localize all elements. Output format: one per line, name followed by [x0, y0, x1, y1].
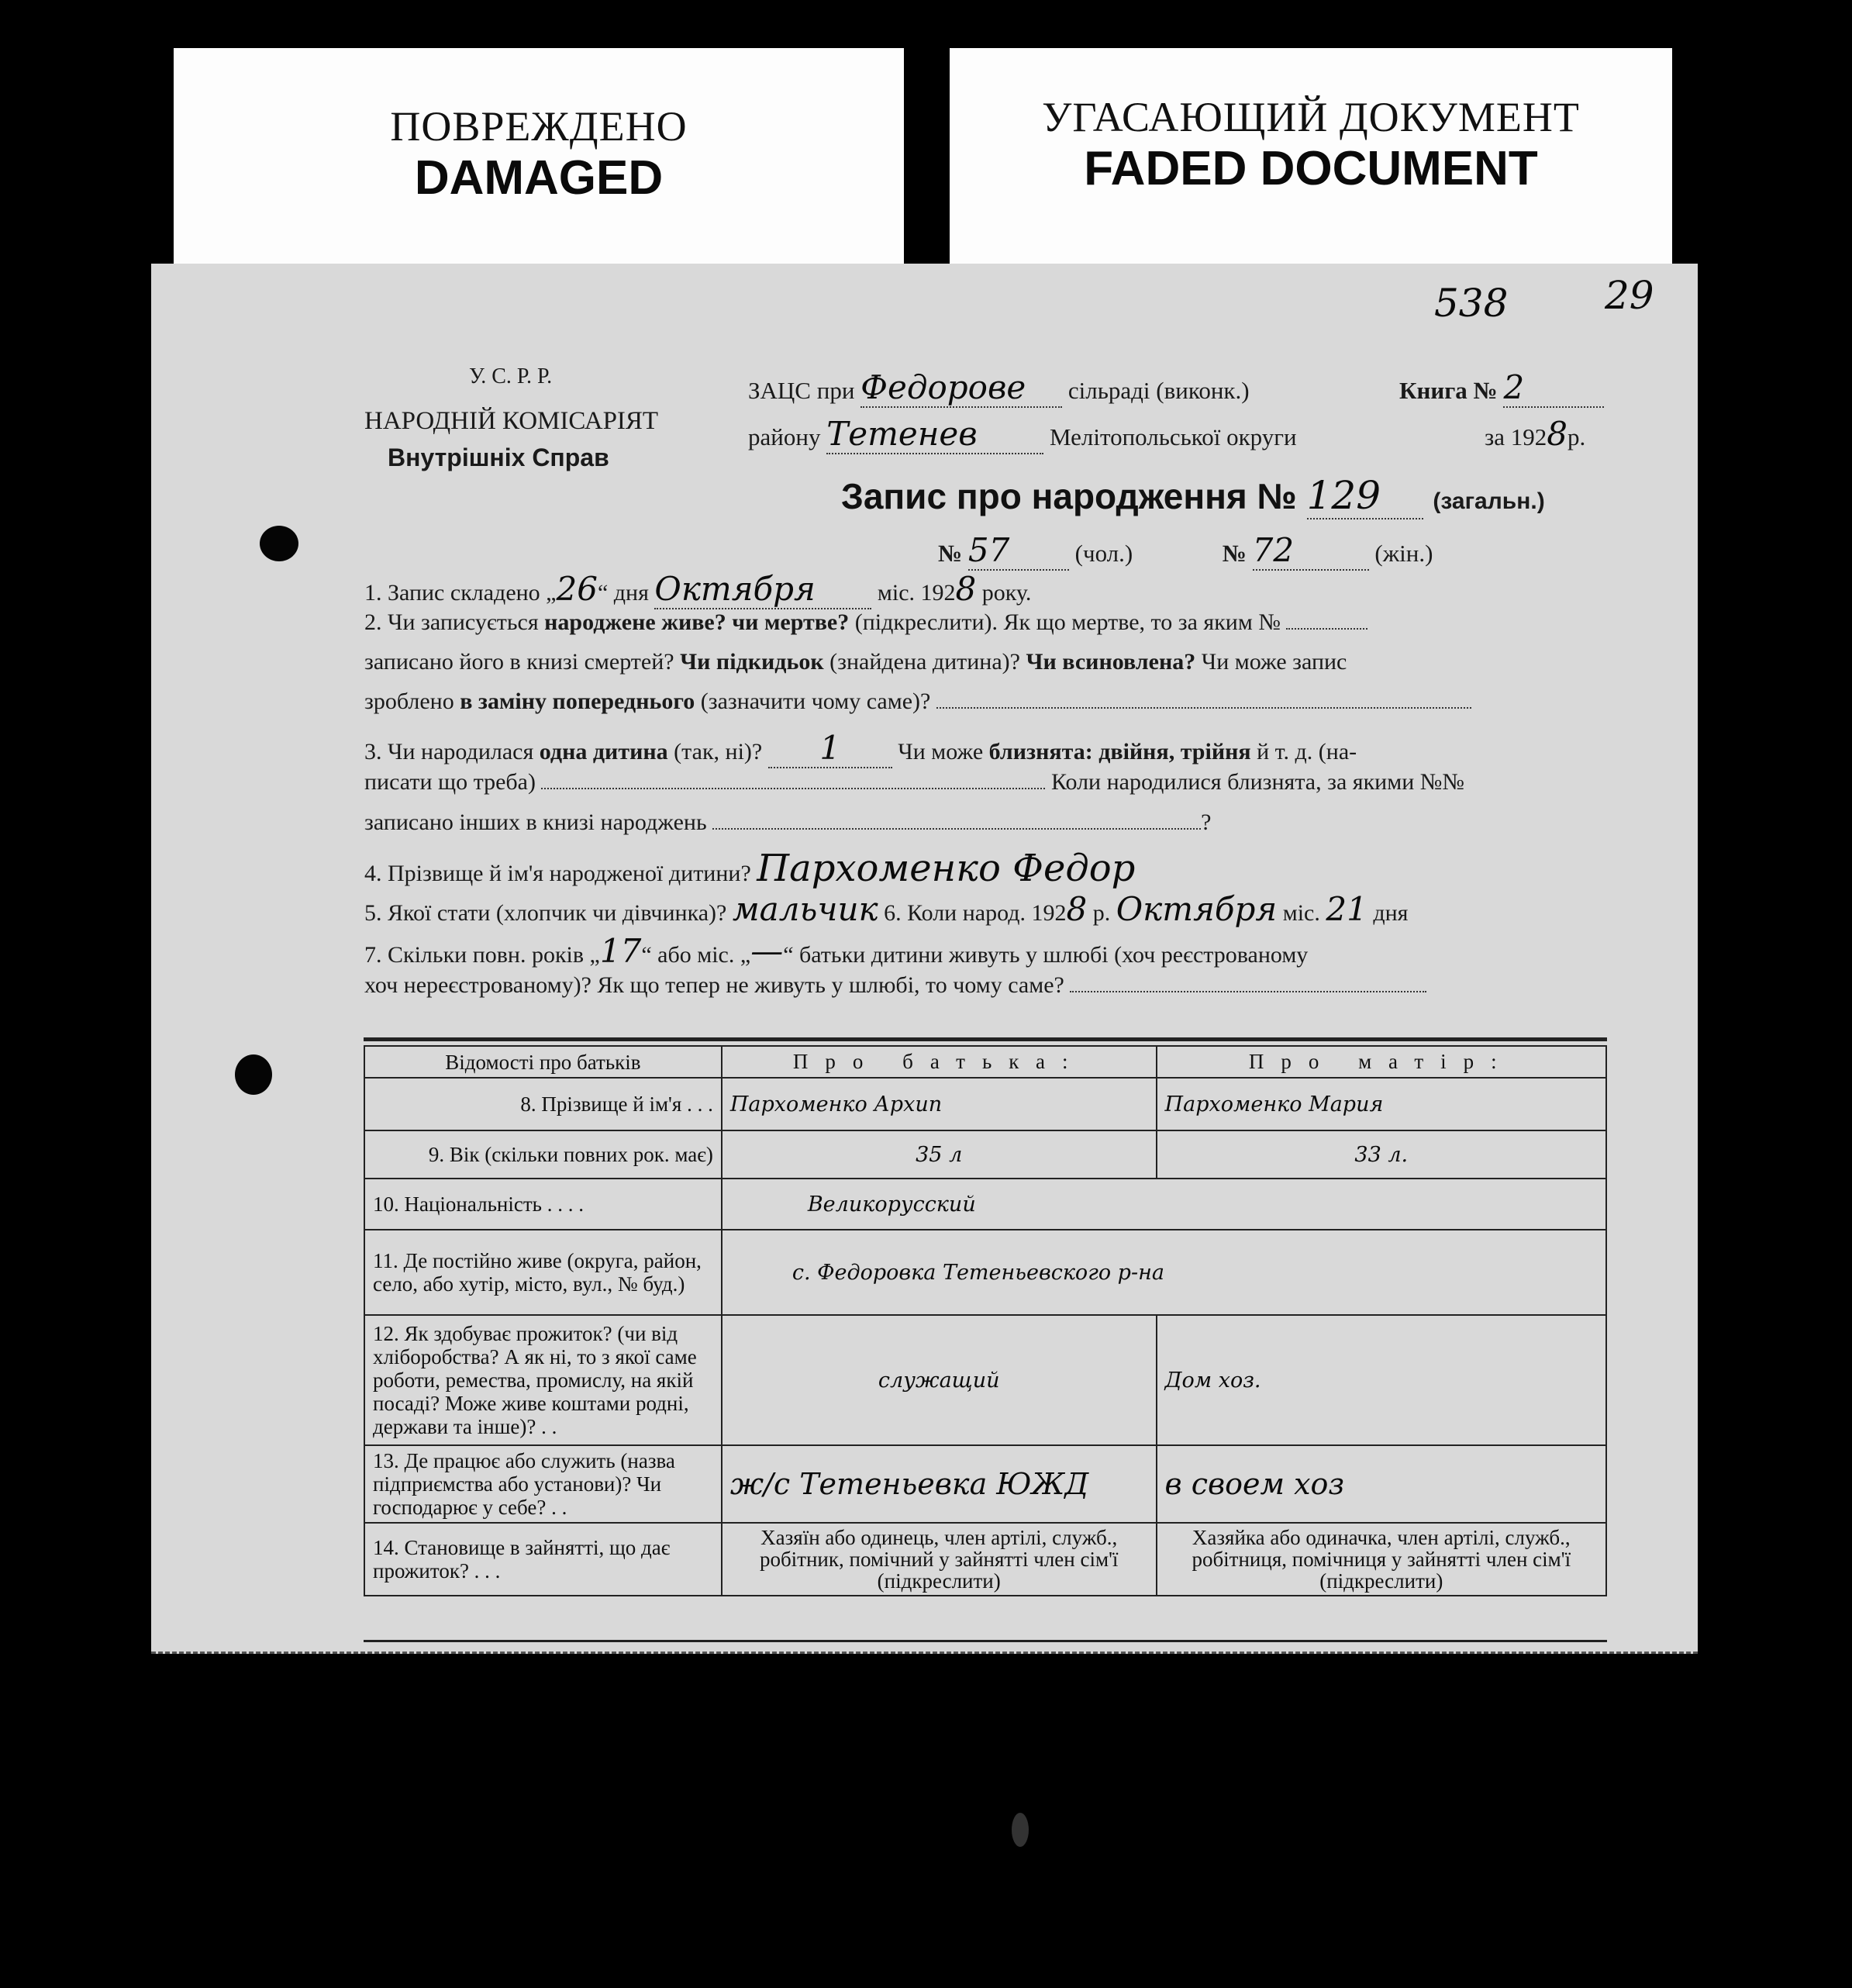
male-no-label: № [938, 540, 963, 567]
item-2-text-b: народжене живе? чи мертве? [544, 609, 850, 635]
district-pre: району [748, 423, 821, 450]
header-cell-mother: Про матір: [1157, 1046, 1606, 1078]
header-cell-info: Відомості про батьків [364, 1046, 722, 1078]
residence-hw: с. Федоровка Тетеньевского р-на [722, 1230, 1606, 1315]
item-6-text-d: дня [1373, 900, 1409, 926]
birth-month-hw: Октября [1116, 890, 1278, 928]
table-row [364, 1130, 1606, 1179]
item-1-text-d: року. [981, 580, 1032, 606]
birth-day-hw: 21 [1326, 890, 1367, 928]
department: Внутрішніх Справ [388, 444, 609, 471]
birth-year-hw: 8 [1066, 890, 1088, 928]
bottom-rule [364, 1640, 1607, 1642]
marriage-months-hw: — [750, 932, 784, 970]
item-3-line-2 [364, 769, 1464, 796]
table-row [364, 1179, 1606, 1230]
faded-label-en: FADED DOCUMENT [1084, 142, 1538, 195]
birth-record-form [151, 264, 1698, 1654]
father-status-options: Хазяїн або одинець, член артілі, служб., робітник, помічний у зайнятті член сім'ї (підкреслити) [722, 1523, 1157, 1596]
damaged-label-ru: ПОВРЕЖДЕНО [390, 103, 688, 150]
item-7-line-2 [364, 972, 1426, 999]
item-6-text-a: 6. Коли народ. 192 [884, 900, 1067, 926]
item-2-line-1 [364, 609, 1367, 636]
record-title-line [841, 473, 1545, 519]
record-title: Запис про народження № [841, 476, 1297, 516]
item-3-text-d: Чи може [898, 739, 984, 764]
record-number-hw: 129 [1307, 473, 1423, 519]
row-label: 9. Вік (скільки повних рок. має) [364, 1130, 722, 1179]
father-workplace-hw: ж/с Тетеньевка ЮЖД [722, 1445, 1157, 1523]
item-7-text-a: 7. Скільки повн. років „ [364, 942, 600, 968]
item-2-text-g: Чи всиновлена? [1026, 649, 1196, 675]
record-subnumbers [938, 531, 1433, 571]
year-post: р. [1567, 423, 1586, 450]
mother-workplace-hw: в своем хоз [1157, 1445, 1606, 1523]
row-label: 14. Становище в зайнятті, що дає прожиток? . . . [364, 1523, 722, 1596]
item-1-text-b: “ дня [597, 580, 649, 606]
item-3-text-b: одна дитина [539, 739, 668, 764]
row-label: 13. Де працює або служить (назва підприємства або установи)? Чи господарює у себе? . . [364, 1445, 722, 1523]
item-3-text-f: й т. д. (на- [1257, 739, 1357, 764]
zags-village-hw: Федорове [860, 368, 1062, 408]
item-1-month-hw: Октября [654, 570, 871, 609]
record-general-label: (загальн.) [1433, 488, 1545, 514]
item-3-text-g: писати що треба) [364, 769, 536, 795]
item-1 [364, 570, 1031, 609]
item-2-text-f: (знайдена дитина)? [829, 649, 1020, 675]
item-7-text-c: “ батьки дитини живуть у шлюбі (хоч реєстрованому [783, 942, 1309, 968]
item-7-line-1 [364, 932, 1308, 970]
district-hw: Тетенев [826, 415, 1043, 454]
row-label: 11. Де постійно живе (округа, район, село, або хутір, місто, вул., № буд.) [364, 1230, 722, 1315]
header-cell-father: Про батька: [722, 1046, 1157, 1078]
book-label: Книга № [1399, 377, 1498, 404]
item-4 [364, 847, 1135, 890]
item-3-text-i: записано інших в книзі народжень [364, 809, 707, 835]
item-2-text-i: зроблено [364, 689, 454, 714]
item-2-text-k: (зазначити чому саме)? [700, 689, 931, 714]
item-2-text-d: записано його в книзі смертей? [364, 649, 674, 675]
item-2-line-3 [364, 689, 1471, 715]
marriage-years-hw: 17 [599, 932, 642, 970]
mother-livelihood-hw: Дом хоз. [1157, 1315, 1606, 1445]
table-top-rule [364, 1037, 1607, 1041]
zags-pre: ЗАЦС при [748, 377, 855, 404]
item-3-line-3: записано інших в книзі народжень ? [364, 809, 1212, 835]
item-7-text-b: “ або міс. „ [641, 942, 751, 968]
item-5-label: 5. Якої стати (хлопчик чи дівчинка)? [364, 900, 727, 926]
item-3-text-e: близнята: двійня, трійня [988, 739, 1251, 764]
damaged-label-card [174, 48, 904, 273]
female-label: (жін.) [1374, 540, 1433, 567]
female-no-label: № [1222, 540, 1247, 567]
table-row [364, 1315, 1606, 1445]
item-1-text-a: 1. Запис складено „ [364, 580, 557, 606]
item-6-text-c: міс. [1282, 900, 1320, 926]
father-name-hw: Пархоменко Архип [722, 1078, 1157, 1130]
item-2-text-c: (підкреслити). Як що мертве, то за яким № [854, 609, 1281, 635]
item-3-line-1 [364, 729, 1357, 768]
commissariat: НАРОДНІЙ КОМІСАРІЯТ [364, 407, 659, 435]
father-age-hw: 35 л [722, 1130, 1157, 1179]
damaged-label-en: DAMAGED [414, 151, 664, 205]
parents-table [364, 1045, 1607, 1596]
item-3-one-hw: 1 [768, 729, 892, 768]
item-2-text-j: в заміну попереднього [460, 689, 695, 714]
father-livelihood-hw: служащий [722, 1315, 1157, 1445]
row-label: 8. Прізвище й ім'я . . . [364, 1078, 722, 1130]
item-3-text-c: (так, ні)? [674, 739, 763, 764]
book-number-hw: 2 [1503, 368, 1604, 408]
republic: У. С. Р. Р. [469, 364, 553, 388]
corner-number-1: 538 [1434, 281, 1509, 326]
table-header-row [364, 1046, 1606, 1078]
child-sex-hw: мальчик [732, 890, 878, 928]
corner-number-2: 29 [1605, 273, 1654, 318]
item-2-line-2 [364, 649, 1347, 675]
nationality-hw: Великорусский [722, 1179, 1606, 1230]
row-label: 12. Як здобуває прожиток? (чи від хліборобства? А як ні, то з якої саме роботи, ремества, промислу, на якій посаді? Може живе коштами родні, держави та інше)? . . [364, 1315, 722, 1445]
year-line [1485, 415, 1585, 453]
year-pre: за 192 [1485, 423, 1547, 450]
item-1-text-c: міс. 192 [877, 580, 956, 606]
table-row [364, 1445, 1606, 1523]
item-1-day-hw: 26 [556, 570, 598, 608]
child-name-hw: Пархоменко Федор [757, 847, 1136, 890]
item-1-year-hw: 8 [955, 570, 977, 608]
item-4-label: 4. Прізвище й ім'я народженої дитини? [364, 861, 751, 886]
zags-line [748, 368, 1250, 408]
table-row [364, 1230, 1606, 1315]
female-number-hw: 72 [1253, 531, 1369, 571]
male-number-hw: 57 [968, 531, 1069, 571]
district-line [748, 415, 1297, 454]
item-2-text-e: Чи підкидьок [680, 649, 824, 675]
faded-label-card [950, 48, 1672, 273]
item-7-text-d: хоч нереєстрованому)? Як що тепер не живуть у шлюбі, то чому саме? [364, 972, 1064, 998]
punch-hole [260, 526, 298, 561]
mother-status-options: Хазяйка або одиначка, член артілі, служб., робітниця, помічниця у зайнятті член сім'ї (підкреслити) [1157, 1523, 1606, 1596]
item-3-text-a: 3. Чи народилася [364, 739, 534, 764]
item-5-6 [364, 890, 1408, 928]
faded-label-ru: УГАСАЮЩИЙ ДОКУМЕНТ [1042, 94, 1580, 140]
item-6-text-b: р. [1092, 900, 1111, 926]
year-hw: 8 [1547, 415, 1567, 453]
table-row [364, 1523, 1606, 1596]
item-2-text-h: Чи може запис [1201, 649, 1347, 675]
item-3-text-h: Коли народилися близнята, за якими №№ [1050, 769, 1464, 795]
table-row [364, 1078, 1606, 1130]
item-2-text-a: 2. Чи записується [364, 609, 539, 635]
book-line [1399, 368, 1604, 408]
debris-speck [1012, 1813, 1029, 1847]
punch-hole [235, 1054, 272, 1095]
male-label: (чол.) [1074, 540, 1133, 567]
row-label: 10. Національність . . . . [364, 1179, 722, 1230]
district-post: Мелітопольської округи [1049, 423, 1297, 450]
zags-post: сільраді (виконк.) [1067, 377, 1250, 404]
mother-name-hw: Пархоменко Мария [1157, 1078, 1606, 1130]
mother-age-hw: 33 л. [1157, 1130, 1606, 1179]
